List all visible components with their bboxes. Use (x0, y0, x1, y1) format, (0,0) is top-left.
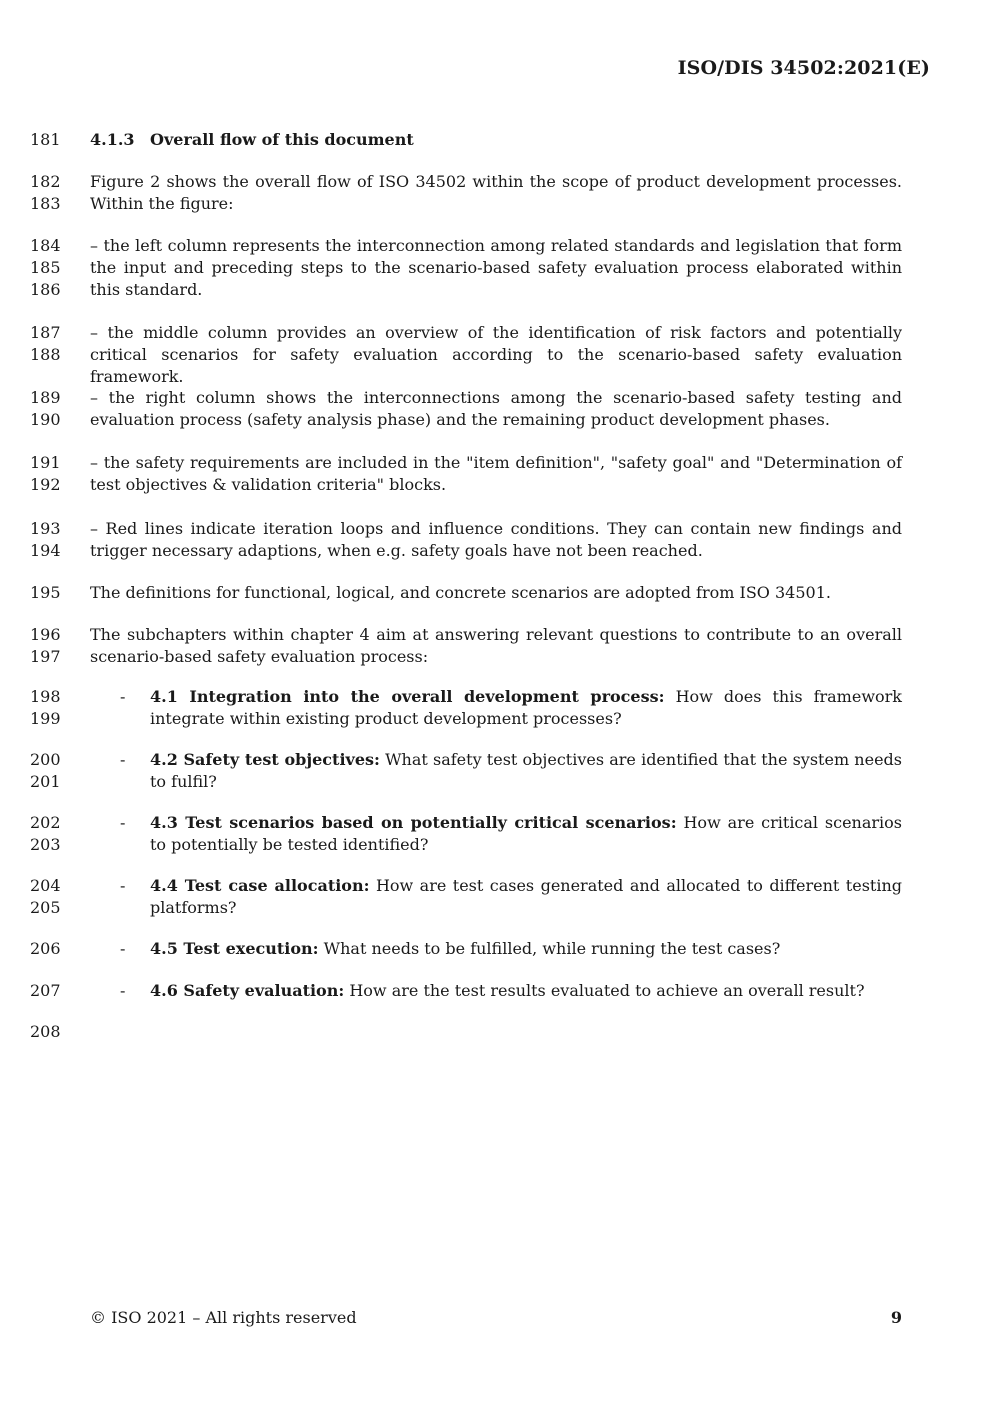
list-bullet: - (120, 750, 126, 769)
line-number: 184 (30, 236, 61, 255)
list-item-text: How does this framework integrate within existing product development processes? (150, 687, 902, 728)
paragraph: – Red lines indicate iteration loops and influence conditions. They can contain new findings and trigger necessary adaptions, when e.g. safety goals have not been reached. (90, 519, 902, 560)
line-number: 196 (30, 625, 61, 644)
list-item-title: 4.2 Safety test objectives: (150, 750, 380, 769)
line-number: 202 (30, 813, 61, 832)
list-item-title: 4.4 Test case allocation: (150, 876, 370, 895)
list-item-text: How are test cases generated and allocated to different testing platforms? (150, 876, 903, 917)
paragraph: The subchapters within chapter 4 aim at answering relevant questions to contribute to an overall scenario-based safety evaluation process: (90, 625, 902, 666)
page-number: 9 (890, 1308, 902, 1327)
list-item-title: 4.5 Test execution: (150, 939, 319, 958)
list-bullet: - (120, 939, 126, 958)
list-bullet: - (120, 876, 126, 895)
list-item-text: How are critical scenarios to potentially be tested identified? (150, 813, 903, 854)
list-item-text: What safety test objectives are identified that the system needs to fulfil? (150, 750, 903, 791)
section-number: 4.1.3 (90, 130, 135, 149)
line-number: 195 (30, 583, 61, 602)
line-number: 194 (30, 541, 61, 560)
document-id-header: ISO/DIS 34502:2021(E) (677, 57, 930, 79)
list-bullet: - (120, 981, 126, 1000)
section-title: Overall flow of this document (150, 130, 414, 149)
line-number: 181 (30, 130, 61, 149)
line-number: 199 (30, 709, 61, 728)
line-number: 185 (30, 258, 61, 277)
paragraph: The definitions for functional, logical, and concrete scenarios are adopted from ISO 34501. (90, 583, 831, 602)
paragraph: – the left column represents the interconnection among related standards and legislation that form the input and preceding steps to the scenario-based safety evaluation process elaborated within this standard. (90, 236, 902, 299)
list-item-title: 4.3 Test scenarios based on potentially critical scenarios: (150, 813, 677, 832)
line-number: 207 (30, 981, 61, 1000)
line-number: 208 (30, 1022, 61, 1041)
line-number: 197 (30, 647, 61, 666)
copyright-notice: © ISO 2021 – All rights reserved (90, 1308, 357, 1327)
line-number: 187 (30, 323, 61, 342)
list-bullet: - (120, 687, 126, 706)
list-item-title: 4.1 Integration into the overall development process: (150, 687, 665, 706)
paragraph: – the right column shows the interconnections among the scenario-based safety testing and evaluation process (safety analysis phase) and the remaining product development phases. (90, 388, 902, 429)
line-number: 188 (30, 345, 61, 364)
line-number: 201 (30, 772, 61, 791)
line-number: 186 (30, 280, 61, 299)
page-footer (90, 1308, 902, 1327)
list-item-text: How are the test results evaluated to achieve an overall result? (344, 981, 865, 1000)
line-number: 205 (30, 898, 61, 917)
line-number: 190 (30, 410, 61, 429)
paragraph: Figure 2 shows the overall flow of ISO 34502 within the scope of product development processes. Within the figure: (90, 172, 902, 213)
paragraph: – the safety requirements are included in the "item definition", "safety goal" and "Determination of test objectives & validation criteria" blocks. (90, 453, 902, 494)
line-number: 193 (30, 519, 61, 538)
line-number: 191 (30, 453, 61, 472)
line-number: 189 (30, 388, 61, 407)
line-number: 192 (30, 475, 61, 494)
list-item-text: What needs to be fulfilled, while running the test cases? (318, 939, 781, 958)
line-number: 200 (30, 750, 61, 769)
line-number: 182 (30, 172, 61, 191)
line-number: 204 (30, 876, 61, 895)
paragraph: – the middle column provides an overview of the identification of risk factors and potentially critical scenarios for safety evaluation according to the scenario-based safety evaluation framework. (90, 323, 902, 386)
list-item-title: 4.6 Safety evaluation: (150, 981, 345, 1000)
line-number: 198 (30, 687, 61, 706)
section-heading (90, 129, 902, 151)
list-bullet: - (120, 813, 126, 832)
line-number: 206 (30, 939, 61, 958)
line-number: 183 (30, 194, 61, 213)
line-number: 203 (30, 835, 61, 854)
